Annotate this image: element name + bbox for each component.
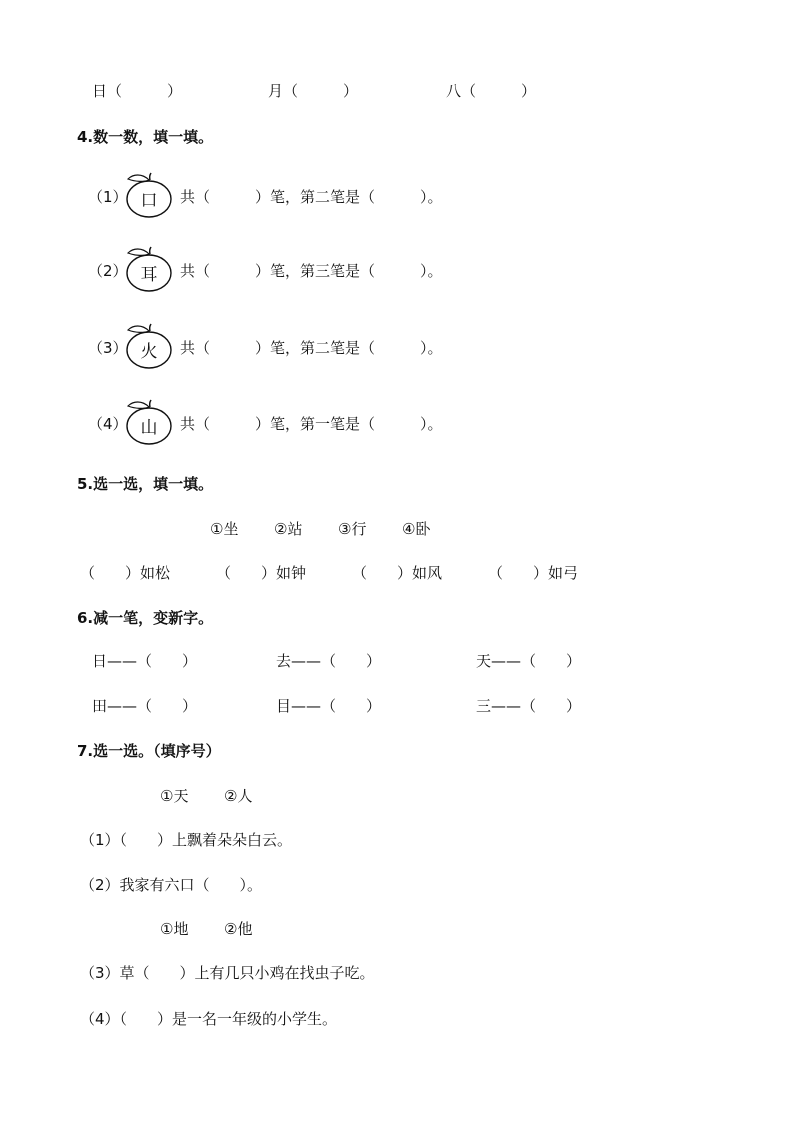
q4-item2-char: 耳 — [140, 265, 158, 285]
q4-item3-char: 火 — [140, 342, 158, 362]
q7-option-b2: ②他 — [224, 920, 253, 938]
q7-option-b1: ①地 — [160, 920, 189, 938]
q5-option-1: ①坐 — [210, 520, 239, 538]
q7-option-a1: ①天 — [160, 787, 189, 805]
q4-item3-fruit — [124, 323, 174, 369]
top-blank-ba: 八（ ） — [446, 82, 537, 100]
q6-row1-item2: 去——（ ） — [276, 652, 382, 670]
q6-row1-item3: 天——（ ） — [476, 652, 582, 670]
q4-item4-text: 共（ ）笔，第一笔是（ ）。 — [180, 415, 443, 433]
q4-item4-number: （4） — [88, 415, 128, 433]
q4-item3-number: （3） — [88, 339, 128, 357]
q6-row2-item3: 三——（ ） — [476, 697, 582, 715]
q5-title: 5.选一选，填一填。 — [77, 475, 214, 493]
q4-title: 4.数一数，填一填。 — [77, 128, 214, 146]
q4-item3-text: 共（ ）笔，第二笔是（ ）。 — [180, 339, 443, 357]
q4-item1-text: 共（ ）笔，第二笔是（ ）。 — [180, 188, 443, 206]
q7-sentence-2: （2）我家有六口（ ）。 — [80, 876, 263, 894]
q5-blank-4: （ ）如弓 — [488, 564, 579, 582]
q6-row2-item1: 田——（ ） — [92, 697, 198, 715]
q5-blank-3: （ ）如风 — [352, 564, 443, 582]
q6-title: 6.减一笔，变新字。 — [77, 609, 214, 627]
q7-option-a2: ②人 — [224, 787, 253, 805]
q4-item2-text: 共（ ）笔，第三笔是（ ）。 — [180, 262, 443, 280]
q4-item4-char: 山 — [140, 418, 158, 438]
q6-row1-item1: 日——（ ） — [92, 652, 198, 670]
q4-item4-fruit — [124, 399, 174, 445]
q5-option-4: ④卧 — [402, 520, 431, 538]
q6-row2-item2: 目——（ ） — [276, 697, 382, 715]
q5-option-2: ②站 — [274, 520, 303, 538]
top-blank-yue: 月（ ） — [268, 82, 359, 100]
q7-sentence-1: （1）（ ）上飘着朵朵白云。 — [80, 831, 293, 849]
q7-title: 7.选一选。（填序号） — [77, 742, 221, 760]
q5-blank-1: （ ）如松 — [80, 564, 171, 582]
q5-option-3: ③行 — [338, 520, 367, 538]
q4-item1-char: 口 — [140, 191, 158, 211]
q4-item2-number: （2） — [88, 262, 128, 280]
top-blank-ri: 日（ ） — [92, 82, 183, 100]
q5-blank-2: （ ）如钟 — [216, 564, 307, 582]
q4-item1-number: （1） — [88, 188, 128, 206]
q7-sentence-3: （3）草（ ）上有几只小鸡在找虫子吃。 — [80, 964, 375, 982]
q7-sentence-4: （4）（ ）是一名一年级的小学生。 — [80, 1010, 338, 1028]
q4-item1-fruit — [124, 172, 174, 218]
q4-item2-fruit — [124, 246, 174, 292]
